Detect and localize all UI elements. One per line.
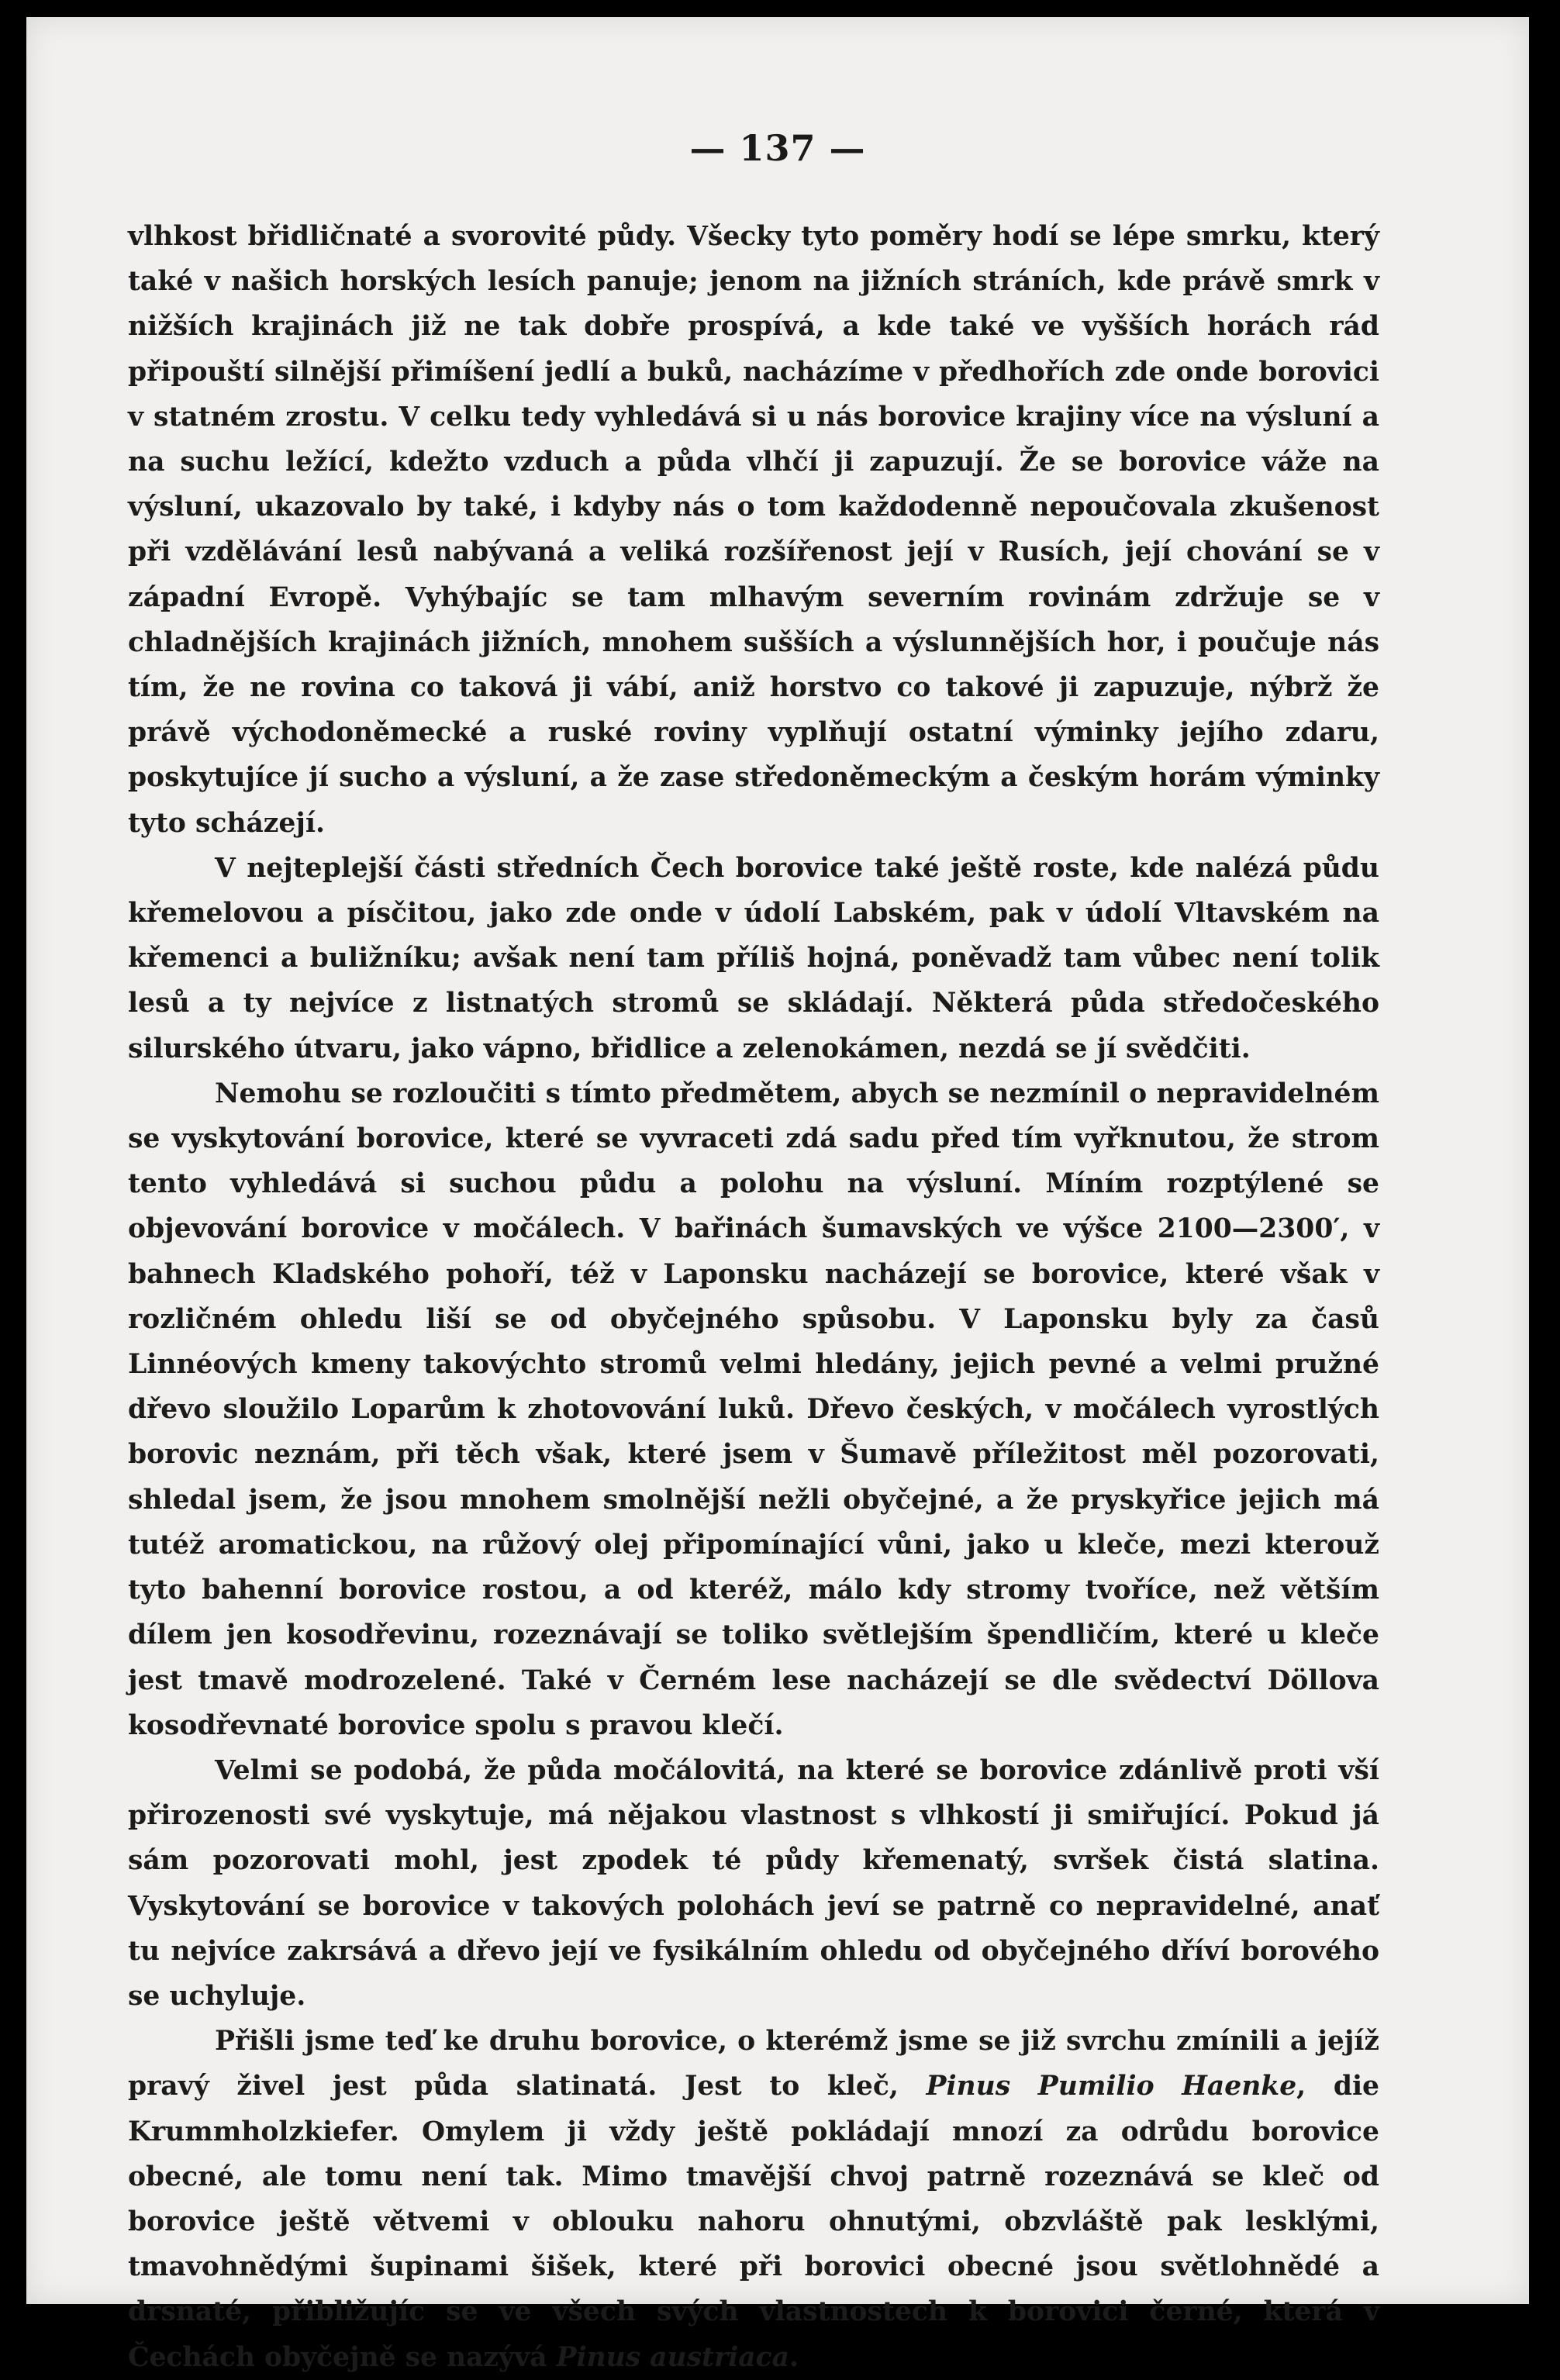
paragraph-5-text-c: . (789, 2341, 799, 2373)
paragraph-3-text: Nemohu se rozloučiti s tímto předmětem, abych se nezmínil o nepravidelném se vyskytování borovice, které se vyvraceti zdá sadu před tím vyřknutou, že strom tento vyhledává si suchou půdu a polohu na výsluní. Míním rozptýlené se objevování borovice v močálech. V bařinách šumavských ve výšce 2100—2300′, v bahnech Kladského pohoří, též v Laponsku nacházejí se borovice, které však v rozličném ohledu liší se od obyčejného spůsobu. V Laponsku byly za časů Linnéových kmeny takovýchto stromů velmi hledány, jejich pevné a velmi pružné dřevo sloužilo Loparům k zhotovování luků. Dřevo českých, v močálech vyrostlých borovic neznám, při těch však, které jsem v Šumavě příležitost měl pozorovati, shledal jsem, že jsou mnohem smolnější nežli obyčejné, a že pryskyřice jejich má tutéž aromatickou, na růžový olej připomínající vůni, jako u kleče, mezi kterouž tyto bahenní borovice rostou, a od kteréž, málo kdy stromy tvoříce, než větším dílem jen kosodřevinu, rozeznávají se toliko světlejším špendličím, které u kleče jest tmavě modrozelené. Také v Černém lese nacházejí se dle svědectví Döllova kosodřevnaté borovice spolu s pravou klečí. (128, 1078, 1379, 1741)
paragraph-1 (128, 214, 1379, 846)
paragraph-2-text: V nejteplejší části středních Čech borovice také ještě roste, kde nalézá půdu křemelovou a písčitou, jako zde onde v údolí Labském, pak v údolí Vltavském na křemenci a buližníku; avšak není tam příliš hojná, poněvadž tam vůbec není tolik lesů a ty nejvíce z listnatých stromů se skládají. Některá půda středočeského silurského útvaru, jako vápno, břidlice a zelenokámen, nezdá se jí svědčiti. (128, 852, 1379, 1064)
species-name-pinus-austriaca: Pinus austriaca (556, 2341, 789, 2373)
paragraph-5 (128, 2019, 1379, 2380)
paragraph-5-text-a: Přišli jsme teď ke druhu borovice, o kterémž jsme se již svrchu zmínili a jejíž pravý živel jest půda slatinatá. Jest to kleč, (128, 2026, 1379, 2102)
paragraph-1-text: vlhkost břidličnaté a svorovité půdy. Všecky tyto poměry hodí se lépe smrku, který také v našich horských lesích panuje; jenom na jižních stráních, kde právě smrk v nižších krajinách již ne tak dobře prospívá, a kde také ve vyšších horách rád připouští silnější přimíšení jedlí a buků, nacházíme v předhořích zde onde borovici v statném zrostu. V celku tedy vyhledává si u nás borovice krajiny více na výsluní a na suchu ležící, kdežto vzduch a půda vlhčí ji zapuzují. Že se borovice váže na výsluní, ukazovalo by také, i kdyby nás o tom každodenně nepoučovala zkušenost při vzdělávání lesů nabývaná a veliká rozšířenost její v Rusích, její chování se v západní Evropě. Vyhýbajíc se tam mlhavým severním rovinám zdržuje se v chladnějších krajinách jižních, mnohem sušších a výslunnějších hor, i poučuje nás tím, že ne rovina co taková ji vábí, aniž horstvo co takové ji zapuzuje, nýbrž že právě východoněmecké a ruské roviny vyplňují ostatní výminky jejího zdaru, poskytujíce jí sucho a výsluní, a že zase středoněmeckým a českým horám výminky tyto scházejí. (128, 221, 1379, 839)
paragraph-4 (128, 1748, 1379, 2019)
page-number: — 137 — (689, 127, 866, 169)
paragraph-5-text-b: , die Krummholzkiefer. Omylem ji vždy ještě pokládají mnozí za odrůdu borovice obecné, ale tomu není tak. Mimo tmavější chvoj patrně rozeznává se kleč od borovice ještě větvemi v oblouku nahoru ohnutými, obzvláště pak lesklými, tmavohnědými šupinami šišek, které při borovici obecné jsou světlohnědé a drsnaté, přibližujíc se ve všech svých vlastnostech k borovici černé, která v Čechách obyčejně se nazývá (128, 2071, 1380, 2373)
paragraph-2 (128, 846, 1379, 1071)
book-page (26, 17, 1529, 2373)
paragraph-3 (128, 1071, 1379, 1748)
species-name-pinus-pumilio: Pinus Pumilio Haenke (926, 2071, 1297, 2102)
body-text (128, 214, 1379, 2380)
paragraph-4-text: Velmi se podobá, že půda močálovitá, na které se borovice zdánlivě proti vší přirozenosti své vyskytuje, má nějakou vlastnost s vlhkostí ji smiřující. Pokud já sám pozorovati mohl, jest zpodek té půdy křemenatý, svršek čistá slatina. Vyskytování se borovice v takových polohách jeví se patrně co nepravidelné, anať tu nejvíce zakrsává a dřevo její ve fysikálním ohledu od obyčejného dříví borového se uchyluje. (128, 1754, 1379, 2012)
